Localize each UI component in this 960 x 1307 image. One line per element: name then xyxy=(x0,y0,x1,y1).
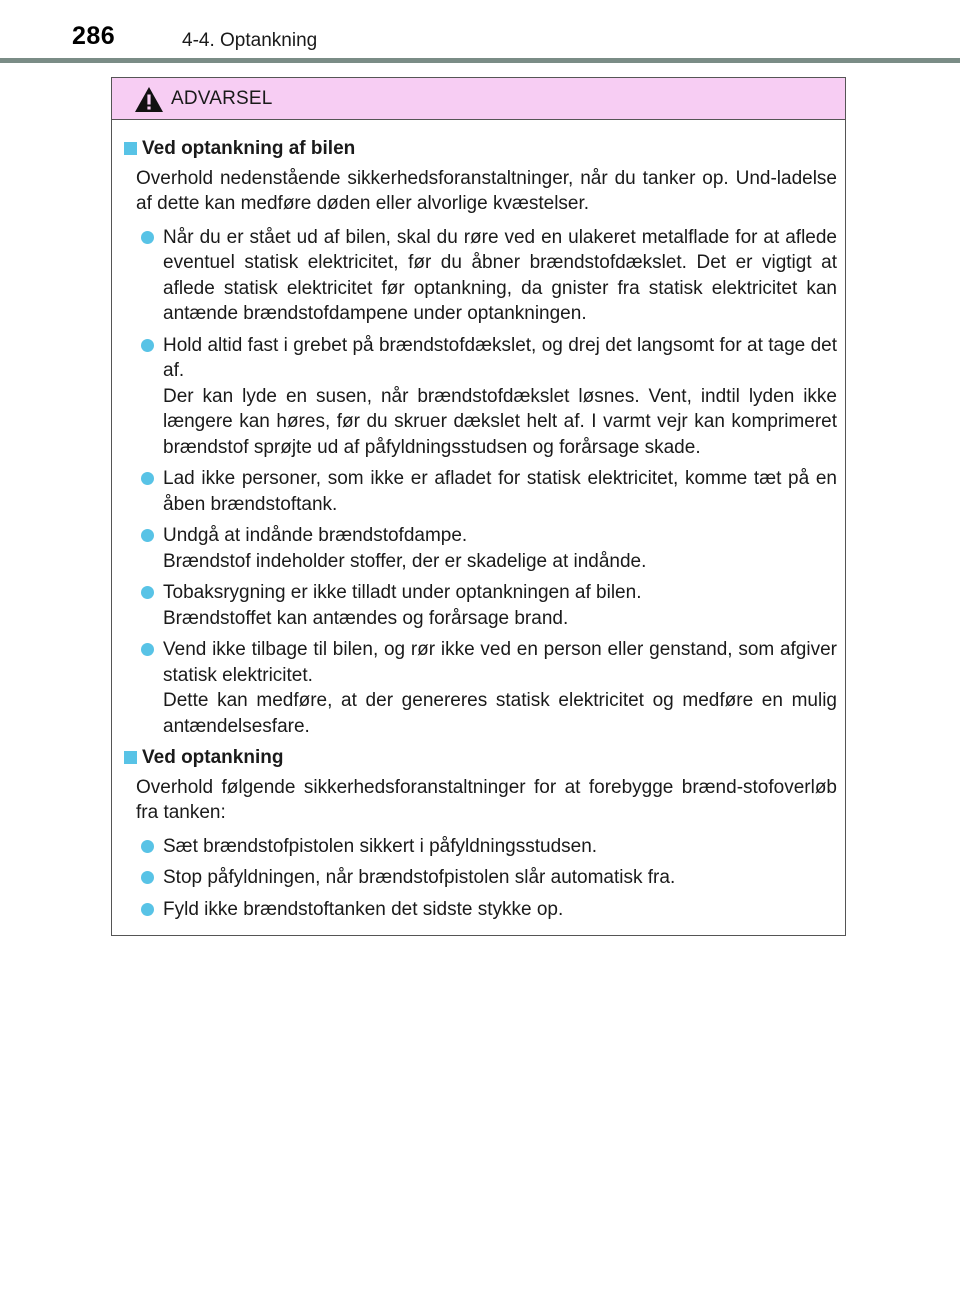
bullet-paragraph: Fyld ikke brændstoftanken det sidste stykke op. xyxy=(163,898,564,920)
round-bullet-icon xyxy=(141,472,154,485)
bullet-text xyxy=(163,897,837,923)
bullet-item xyxy=(124,834,837,860)
bullet-paragraph: Stop påfyldningen, når brændstofpistolen slår automatisk fra. xyxy=(163,867,676,888)
round-bullet-icon xyxy=(141,231,154,244)
square-bullet-icon xyxy=(124,751,137,764)
warning-header xyxy=(112,78,845,120)
bullet-paragraph: Dette kan medføre, at der genereres statisk elektricitet og medføre en mulig antændelsesfare. xyxy=(163,690,837,737)
bullet-text xyxy=(163,333,837,461)
bullet-paragraph: Når du er stået ud af bilen, skal du røre ved en ulakeret metalflade for at aflede eventuel statisk elektricitet, før du åbner brændstofdækslet. Det er vigtigt at aflede statisk elektricitet før optankning, da gnister fra statisk elektricitet kan antænde brændstofdampene under optankningen. xyxy=(163,226,837,324)
square-bullet-icon xyxy=(124,142,137,155)
bullet-text xyxy=(163,637,837,739)
warning-box xyxy=(111,77,846,936)
bullet-text xyxy=(163,865,837,891)
round-bullet-icon xyxy=(141,643,154,656)
bullet-text xyxy=(163,466,837,517)
bullet-paragraph: Brændstoffet kan antændes og forårsage brand. xyxy=(163,607,569,629)
warning-title: ADVARSEL xyxy=(171,88,273,109)
bullet-text xyxy=(163,834,837,860)
bullet-item xyxy=(124,580,837,631)
section-heading xyxy=(124,745,837,771)
bullet-item xyxy=(124,637,837,739)
round-bullet-icon xyxy=(141,903,154,916)
bullet-text xyxy=(163,225,837,327)
bullet-item xyxy=(124,865,837,891)
bullet-paragraph: Hold altid fast i grebet på brændstofdækslet, og drej det langsomt for at tage det af. xyxy=(163,334,837,381)
bullet-item xyxy=(124,333,837,461)
bullet-paragraph: Undgå at indånde brændstofdampe. xyxy=(163,525,468,546)
round-bullet-icon xyxy=(141,586,154,599)
round-bullet-icon xyxy=(141,339,154,352)
bullet-item xyxy=(124,225,837,327)
section-heading-text: Ved optankning af bilen xyxy=(142,138,356,159)
bullet-paragraph: Sæt brændstofpistolen sikkert i påfyldningsstudsen. xyxy=(163,835,598,857)
bullet-item xyxy=(124,523,837,574)
page-number: 286 xyxy=(72,22,116,50)
bullet-paragraph: Tobaksrygning er ikke tilladt under optankningen af bilen. xyxy=(163,582,642,603)
round-bullet-icon xyxy=(141,840,154,853)
bullet-paragraph: Lad ikke personer, som ikke er afladet for statisk elektricitet, komme tæt på en åben brændstoftank. xyxy=(163,468,837,515)
warning-triangle-icon xyxy=(134,86,164,113)
bullet-paragraph: Vend ikke tilbage til bilen, og rør ikke ved en person eller genstand, som afgiver statisk elektricitet. xyxy=(163,639,837,686)
section-intro: Overhold følgende sikkerhedsforanstaltninger for at forebygge brænd-stofoverløb fra tanken: xyxy=(136,776,837,823)
bullet-paragraph: Brændstof indeholder stoffer, der er skadelige at indånde. xyxy=(163,550,647,572)
round-bullet-icon xyxy=(141,871,154,884)
bullet-item xyxy=(124,897,837,923)
section-intro: Overhold nedenstående sikkerhedsforanstaltninger, når du tanker op. Und-ladelse af dette kan medføre døden eller alvorlige kvæstelser. xyxy=(136,167,837,214)
section-heading-text: Ved optankning xyxy=(142,747,284,768)
page-header xyxy=(0,0,960,64)
bullet-paragraph: Der kan lyde en susen, når brændstofdækslet løsnes. Vent, indtil lyden ikke længere kan høres, før du skruer dækslet helt af. I varmt vejr kan komprimeret brændstof sprøjte ud af påfyldningsstudsen og forårsage skade. xyxy=(163,385,837,458)
section-title: 4-4. Optankning xyxy=(182,30,318,51)
bullet-text xyxy=(163,523,837,574)
warning-content xyxy=(112,120,845,922)
bullet-text xyxy=(163,580,837,631)
header-rule xyxy=(0,58,960,63)
round-bullet-icon xyxy=(141,529,154,542)
bullet-item xyxy=(124,466,837,517)
section-heading xyxy=(124,136,837,162)
